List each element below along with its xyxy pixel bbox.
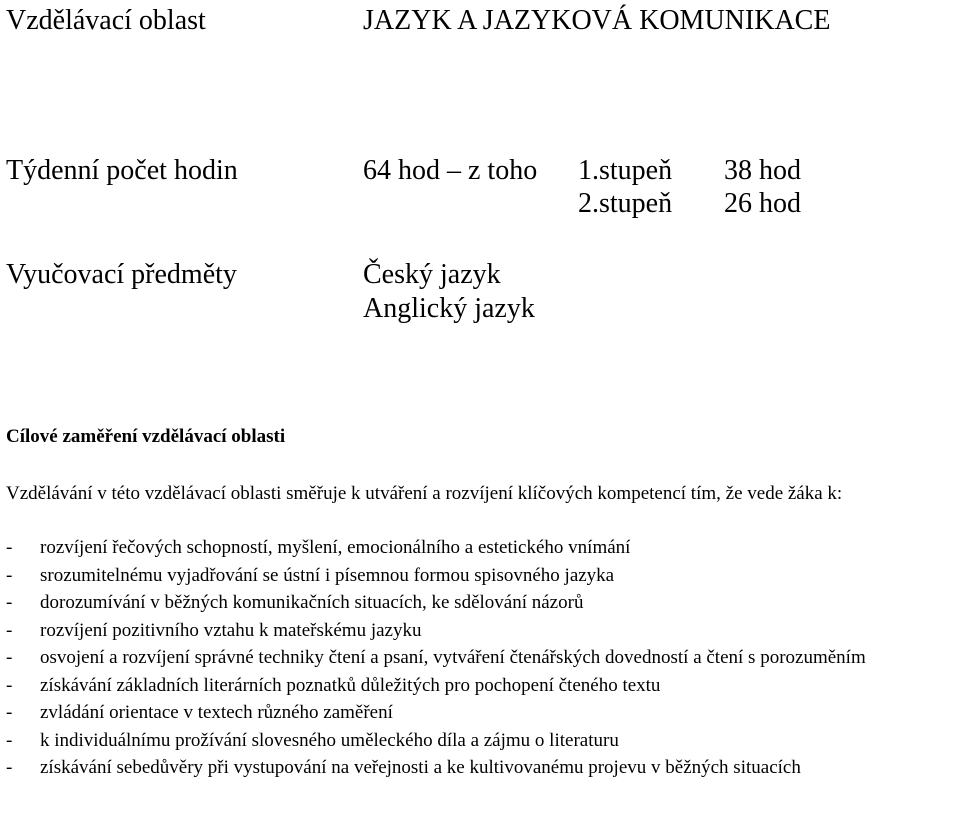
list-item-text: osvojení a rozvíjení správné techniky čtení a psaní, vytváření čtenářských dovedností a čtení s porozuměním xyxy=(40,647,866,668)
list-item-text: dorozumívání v běžných komunikačních situacích, ke sdělování názorů xyxy=(40,592,584,613)
list-item xyxy=(6,562,956,590)
stage-1-hours: 38 hod xyxy=(724,155,801,186)
weekly-hours-label: Týdenní počet hodin xyxy=(6,155,238,186)
list-bullet: - xyxy=(6,702,13,723)
goal-intro: Vzdělávání v této vzdělávací oblasti směřuje k utváření a rozvíjení klíčových kompetencí tím, že vede žáka k: xyxy=(6,483,843,504)
list-bullet: - xyxy=(6,674,13,696)
list-bullet: - xyxy=(6,619,13,641)
stage-1-name: 1.stupeň xyxy=(578,155,673,186)
list-item-text: srozumitelnému vyjadřování se ústní i písemnou formou spisovného jazyka xyxy=(40,564,615,586)
list-bullet: - xyxy=(6,564,13,586)
list-item-text: získávání základních literárních poznatků důležitých pro pochopení čteného textu xyxy=(40,674,661,696)
list-item-text: získávání sebedůvěry při vystupování na veřejnosti a ke kultivovanému projevu v běžných situacích xyxy=(40,757,801,778)
list-bullet: - xyxy=(6,592,13,613)
weekly-hours-total: 64 hod – z toho xyxy=(363,155,538,186)
list-bullet: - xyxy=(6,729,13,751)
list-bullet: - xyxy=(6,757,13,778)
list-item xyxy=(6,617,956,645)
subject-czech: Český jazyk xyxy=(363,259,501,290)
list-bullet: - xyxy=(6,647,13,668)
list-item xyxy=(6,754,956,782)
list-item xyxy=(6,534,956,562)
subjects-label: Vyučovací předměty xyxy=(6,259,237,290)
list-bullet: - xyxy=(6,537,13,558)
goal-list xyxy=(6,534,956,782)
list-item xyxy=(6,672,956,700)
subject-english: Anglický jazyk xyxy=(363,293,535,324)
stage-2-hours: 26 hod xyxy=(724,188,801,219)
list-item xyxy=(6,699,956,727)
area-name: JAZYK A JAZYKOVÁ KOMUNIKACE xyxy=(363,5,831,36)
list-item-text: rozvíjení pozitivního vztahu k mateřskému jazyku xyxy=(40,619,422,641)
list-item xyxy=(6,644,956,672)
area-label: Vzdělávací oblast xyxy=(6,5,206,36)
goal-heading: Cílové zaměření vzdělávací oblasti xyxy=(6,426,286,447)
list-item xyxy=(6,727,956,755)
list-item xyxy=(6,589,956,617)
list-item-text: rozvíjení řečových schopností, myšlení, emocionálního a estetického vnímání xyxy=(40,537,631,558)
list-item-text: k individuálnímu prožívání slovesného uměleckého díla a zájmu o literaturu xyxy=(40,729,619,751)
stage-2-name: 2.stupeň xyxy=(578,188,673,219)
list-item-text: zvládání orientace v textech různého zaměření xyxy=(40,702,393,723)
